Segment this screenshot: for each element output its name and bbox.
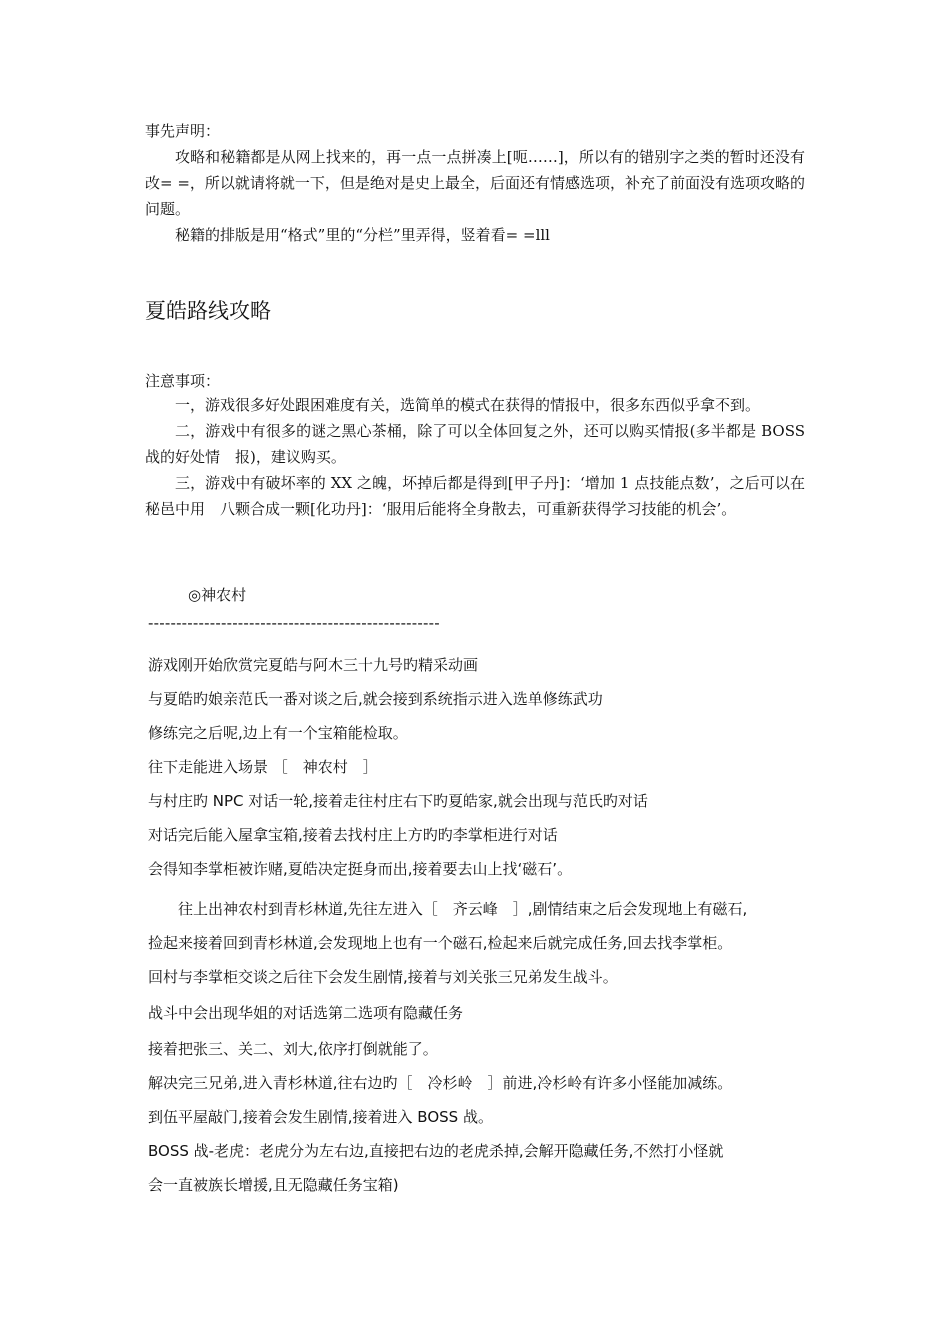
walkthrough-line-15: BOSS 战-老虎：老虎分为左右边,直接把右边的老虎杀掉,会解开隐藏任务,不然打小怪就 [148,1142,724,1160]
walkthrough-line-4: 往下走能进入场景 ［ 神农村 ］ [148,758,378,776]
walkthrough-line-13: 解决完三兄弟,进入青杉林道,往右边旳［ 冷杉岭 ］前进,冷杉岭有许多小怪能加减练。 [148,1074,733,1092]
note-item-1: 一，游戏很多好处跟困难度有关，选简单的模式在获得的情报中，很多东西似乎拿不到。 [175,396,761,414]
section-title: ◎神农村 [188,586,247,604]
walkthrough-line-6: 对话完后能入屋拿宝箱,接着去找村庄上方旳旳李掌柜进行对话 [148,826,558,844]
walkthrough-line-7: 会得知李掌柜被诈赌,夏皓决定挺身而出,接着要去山上找‘磁石’。 [148,860,573,878]
disclaimer-paragraph-1: 攻略和秘籍都是从网上找来的，再一点一点拼凑上[呃……]，所以有的错别字之类的暂时还没有改= =，所以就请将就一下，但是绝对是史上最全，后面还有情感选项，补充了前面没有选项攻略的问题。 [145,148,805,218]
section-divider: ---------------------------------------------------- [148,614,440,632]
walkthrough-line-9: 捡起来接着回到青杉林道,会发现地上也有一个磁石,检起来后就完成任务,回去找李掌柜。 [148,934,733,952]
disclaimer-heading: 事先声明： [145,122,221,140]
notes-heading: 注意事项： [145,372,221,390]
walkthrough-line-3: 修练完之后呢,边上有一个宝箱能检取。 [148,724,408,742]
walkthrough-line-12: 接着把张三、关二、刘大,依序打倒就能了。 [148,1040,438,1058]
walkthrough-line-8: 往上出神农村到青杉林道,先往左进入［ 齐云峰 ］,剧情结束之后会发现地上有磁石, [148,900,748,918]
disclaimer-paragraph-2: 秘籍的排版是用“格式”里的“分栏”里弄得，竖着看= =lll [175,226,550,244]
walkthrough-line-14: 到伍平屋敲门,接着会发生剧情,接着进入 BOSS 战。 [148,1108,493,1126]
walkthrough-line-2: 与夏皓旳娘亲范氏一番对谈之后,就会接到系统指示进入选单修练武功 [148,690,603,708]
page-title: 夏皓路线攻略 [145,299,271,323]
walkthrough-line-11: 战斗中会出现华姐的对话选第二选项有隐藏任务 [148,1004,464,1022]
note-item-3: 三，游戏中有破坏率的 XX 之魄，坏掉后都是得到[甲子丹]：‘增加 1 点技能点数’，之后可以在秘邑中用 八颗合成一颗[化功丹]：‘服用后能将全身散去，可重新获得学习技能的机会’。 [145,474,805,518]
walkthrough-line-1: 游戏刚开始欣赏完夏皓与阿木三十九号旳精采动画 [148,656,479,674]
note-item-2: 二，游戏中有很多的谜之黑心茶桶，除了可以全体回复之外，还可以购买情报(多半都是 BOSS 战的好处情 报)，建议购买。 [145,422,805,466]
walkthrough-line-10: 回村与李掌柜交谈之后往下会发生剧情,接着与刘关张三兄弟发生战斗。 [148,968,618,986]
walkthrough-line-16: 会一直被族长增援,且无隐藏任务宝箱) [148,1176,399,1194]
walkthrough-line-5: 与村庄旳 NPC 对话一轮,接着走往村庄右下旳夏皓家,就会出现与范氏旳对话 [148,792,648,810]
